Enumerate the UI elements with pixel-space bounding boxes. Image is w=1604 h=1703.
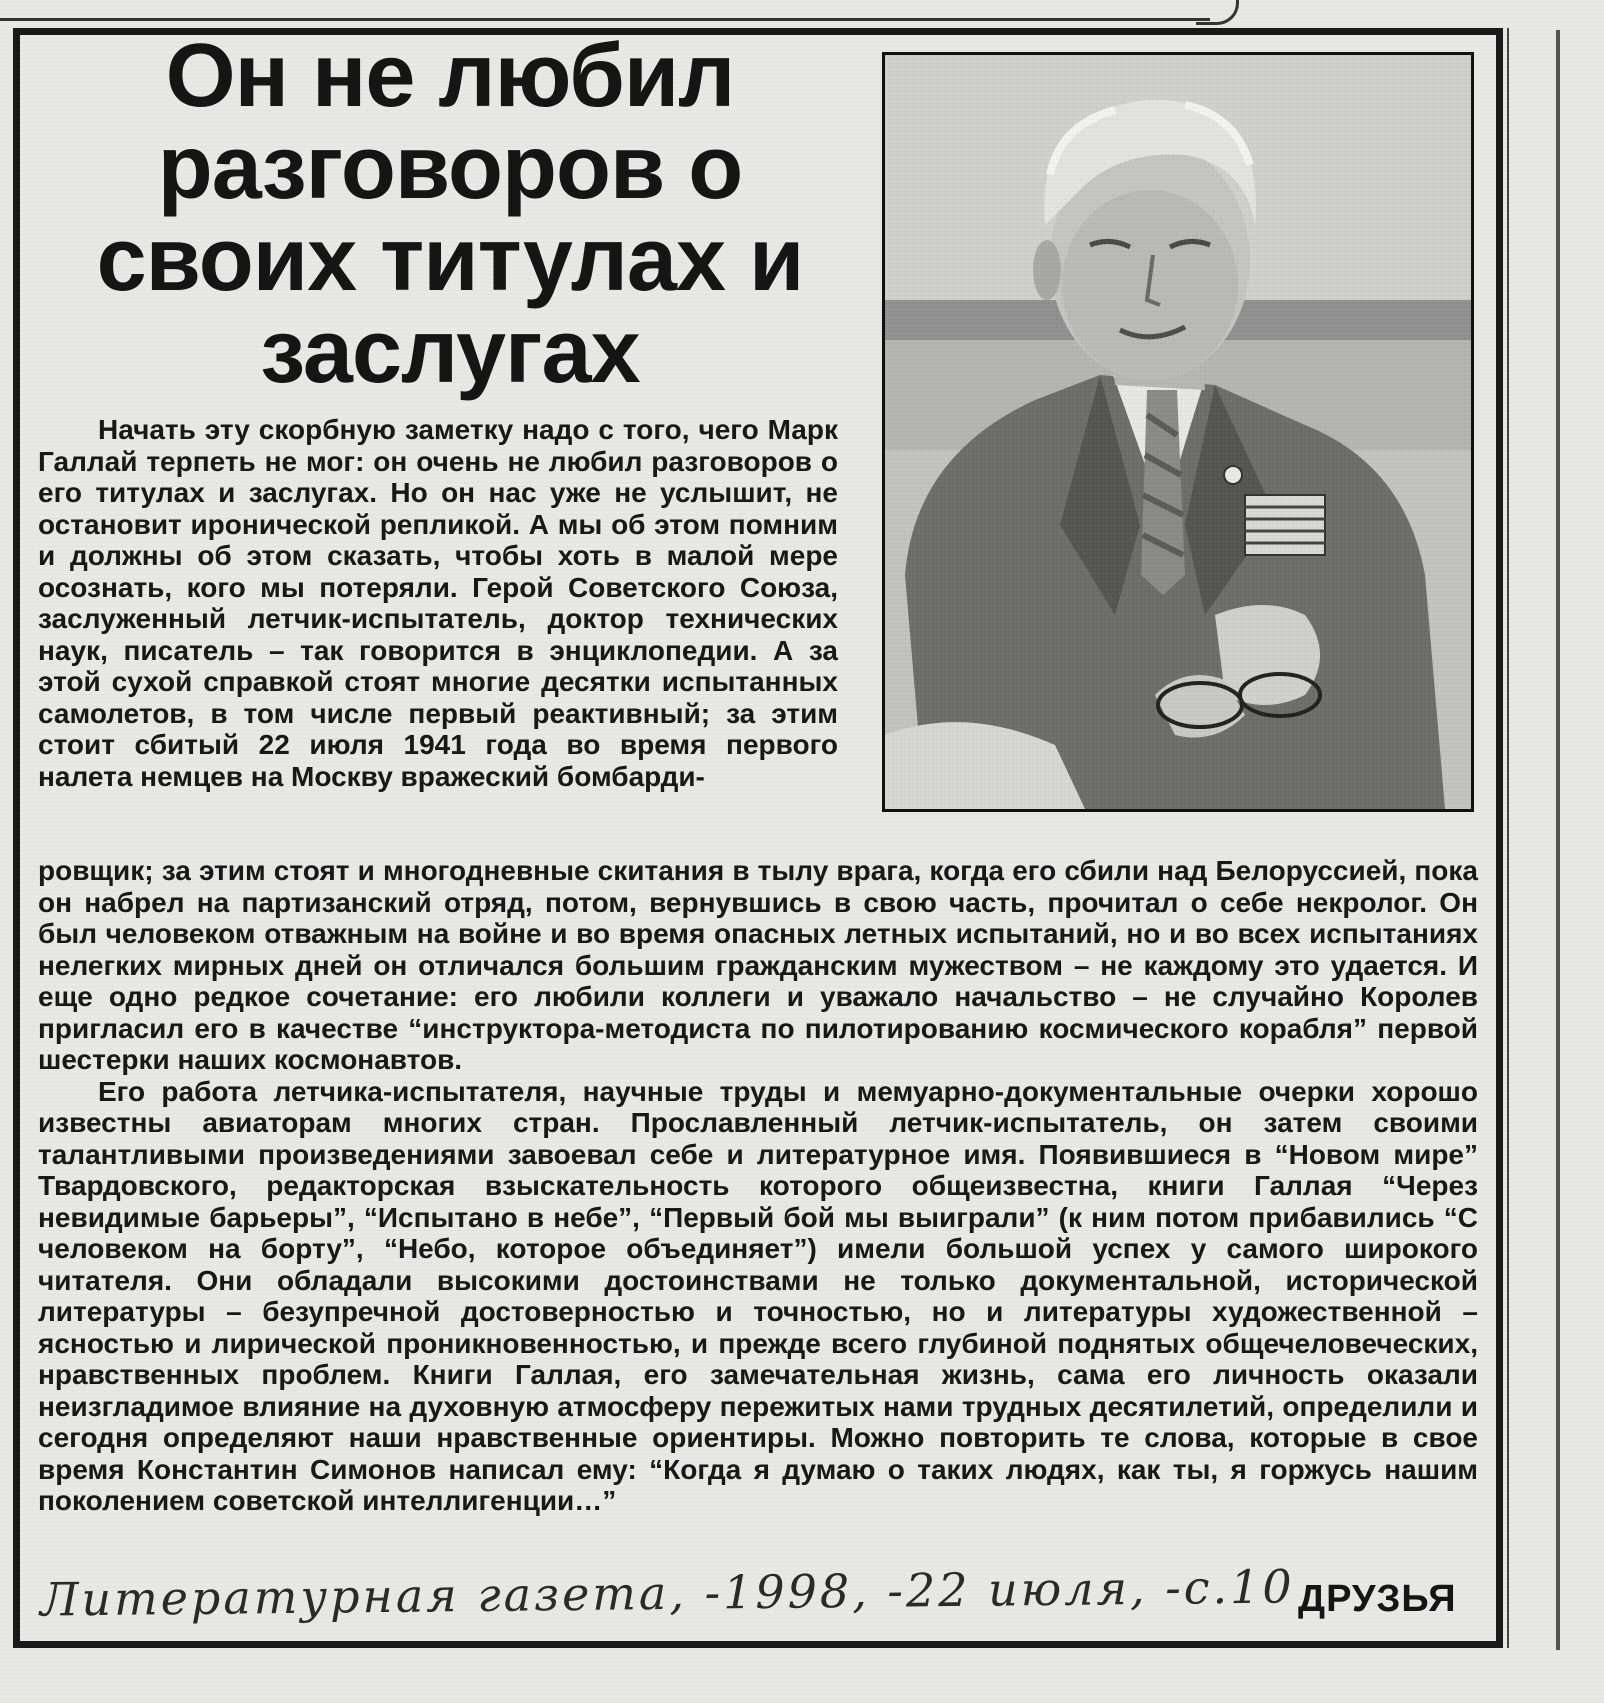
lead-column [38, 414, 838, 792]
article-headline: Он не любил разговоров о своих титулах и заслугах [96, 26, 804, 402]
top-border-line [0, 18, 1210, 21]
second-paragraph: Его работа летчика-испытателя, научные труды и мемуарно-документальные очерки хорошо известны авиаторам многих стран. Прославленный летчик-испытатель, он затем своими талантливыми произведениями завоевал себе и литературное имя. Появившиеся в “Новом мире” Твардовского, редакторская взыскательность которого общеизвестна, книги Галлая “Через невидимые барьеры”, “Испытано в небе”, “Первый бой мы выиграли” (к ним потом прибавились “С человеком на борту”, “Небо, которое объединяет”) имели большой успех у самого широкого читателя. Они обладали высокими достоинствами не только документальной, исторической литературы – безупречной достоверностью и точностью, но и литературы художественной – ясностью и лирической проникновенностью, и прежде всего глубиной поднятых общечеловеческих, нравственных проблем. Книги Галлая, его замечательная жизнь, сама его личность оказали неизгладимое влияние на духовную атмосферу пережитых нами трудных десятилетий, определили и сегодня определяют наши нравственные ориентиры. Можно повторить те слова, которые в свое время Константин Симонов написал ему: “Когда я думаю о таких людях, как ты, я горжусь нашим поколением советской интеллигенции…” [38, 1075, 1478, 1516]
full-width-column [38, 855, 1478, 1517]
page-edge-line [1556, 30, 1560, 1650]
article-signature: ДРУЗЬЯ [1298, 1578, 1457, 1620]
lead-paragraph-continuation: ровщик; за этим стоят и многодневные скитания в тылу врага, когда его сбили над Белоруссией, пока он набрел на партизанский отряд, потом, вернувшись в свою часть, прочитал о себе некролог. Он был человеком отважным на войне и во время опасных летных испытаний, но и во всех испытаниях нелегких мирных дней он отличался большим гражданским мужеством – не каждому это удается. И еще одно редкое сочетание: его любили коллеги и уважало начальство – не случайно Королев пригласил его в качестве “инструктора-методиста по пилотированию космического корабля” первой шестерки наших космонавтов. [38, 855, 1478, 1075]
portrait-illustration [885, 55, 1471, 809]
column-divider [1507, 28, 1509, 1648]
portrait-photo [882, 52, 1474, 812]
handwritten-source-note: Литературная газета, -1998, -22 июля, -с.10 [39, 1559, 1295, 1627]
lead-paragraph: Начать эту скорбную заметку надо с того, чего Марк Галлай терпеть не мог: он очень не любил разговоров о его титулах и заслугах. Но он нас уже не услышит, не остановит иронической репликой. А мы об этом помним и должны об этом сказать, чтобы хоть в малой мере осознать, кого мы потеряли. Герой Советского Союза, заслуженный летчик-испытатель, доктор технических наук, писатель – так говорится в энциклопедии. А за этой сухой справкой стоят многие десятки испытанных самолетов, в том числе первый реактивный; за этим стоит сбитый 22 июля 1941 года во время первого налета немцев на Москву вражеский бомбарди- [38, 414, 838, 792]
